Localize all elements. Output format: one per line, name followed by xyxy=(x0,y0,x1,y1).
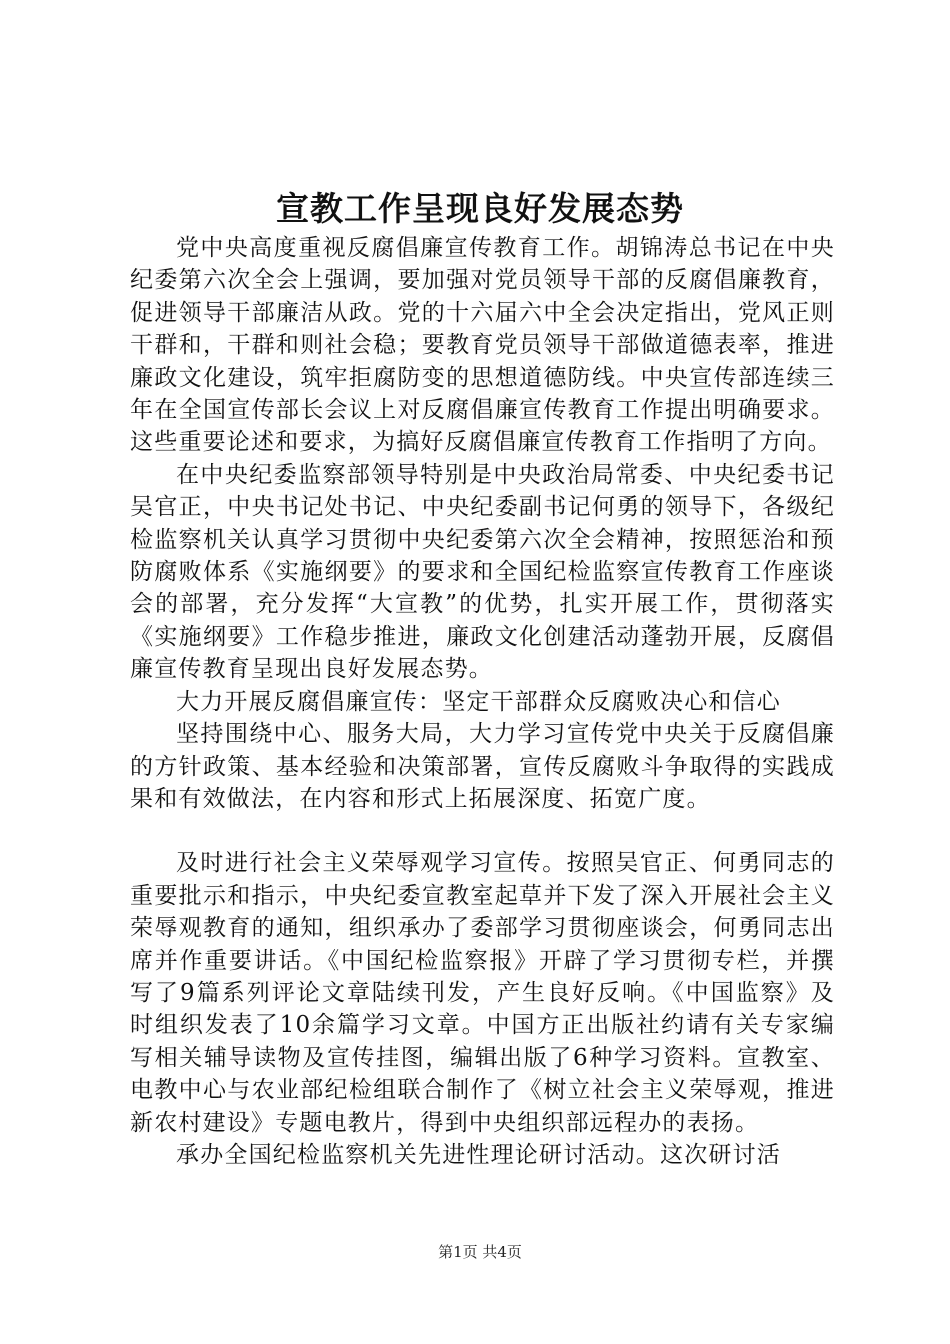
paragraph-4: 及时进行社会主义荣辱观学习宣传。按照吴官正、何勇同志的重要批示和指示，中央纪委宣教室起草并下发了深入开展社会主义荣辱观教育的通知，组织承办了委部学习贯彻座谈会，何勇同志出席并作重要讲话。《中国纪检监察报》开辟了学习贯彻专栏，并撰写了9篇系列评论文章陆续刊发，产生良好反响。《中国监察》及时组织发表了10余篇学习文章。中国方正出版社约请有关专家编写相关辅导读物及宣传挂图，编辑出版了6种学习资料。宣教室、电教中心与农业部纪检组联合制作了《树立社会主义荣辱观，推进新农村建设》专题电教片，得到中央组织部远程办的表扬。 xyxy=(130,850,835,1136)
page-footer: 第1页 共4页 xyxy=(438,1243,522,1261)
paragraph-2: 在中央纪委监察部领导特别是中央政治局常委、中央纪委书记吴官正，中央书记处书记、中央纪委副书记何勇的领导下，各级纪检监察机关认真学习贯彻中央纪委第六次全会精神，按照惩治和预防腐败体系《实施纲要》的要求和全国纪检监察宣传教育工作座谈会的部署，充分发挥“大宣教”的优势，扎实开展工作，贯彻落实《实施纲要》工作稳步推进，廉政文化创建活动蓬勃开展，反腐倡廉宣传教育呈现出良好发展态势。 xyxy=(130,461,835,683)
paragraph-5: 承办全国纪检监察机关先进性理论研讨活动。这次研讨活 xyxy=(176,1141,781,1168)
document-body xyxy=(130,232,835,1171)
section-heading: 大力开展反腐倡廉宣传：坚定干部群众反腐败决心和信心 xyxy=(176,688,781,715)
paragraph-3: 坚持围绕中心、服务大局，大力学习宣传党中央关于反腐倡廉的方针政策、基本经验和决策部署，宣传反腐败斗争取得的实践成果和有效做法，在内容和形式上拓展深度、拓宽广度。 xyxy=(130,721,835,812)
document-title: 宣教工作呈现良好发展态势 xyxy=(276,189,684,228)
paragraph-1: 党中央高度重视反腐倡廉宣传教育工作。胡锦涛总书记在中央纪委第六次全会上强调，要加强对党员领导干部的反腐倡廉教育，促进领导干部廉洁从政。党的十六届六中全会决定指出，党风正则干群和，干群和则社会稳；要教育党员领导干部做道德表率，推进廉政文化建设，筑牢拒腐防变的思想道德防线。中央宣传部连续三年在全国宣传部长会议上对反腐倡廉宣传教育工作提出明确要求。这些重要论述和要求，为搞好反腐倡廉宣传教育工作指明了方向。 xyxy=(130,235,835,456)
